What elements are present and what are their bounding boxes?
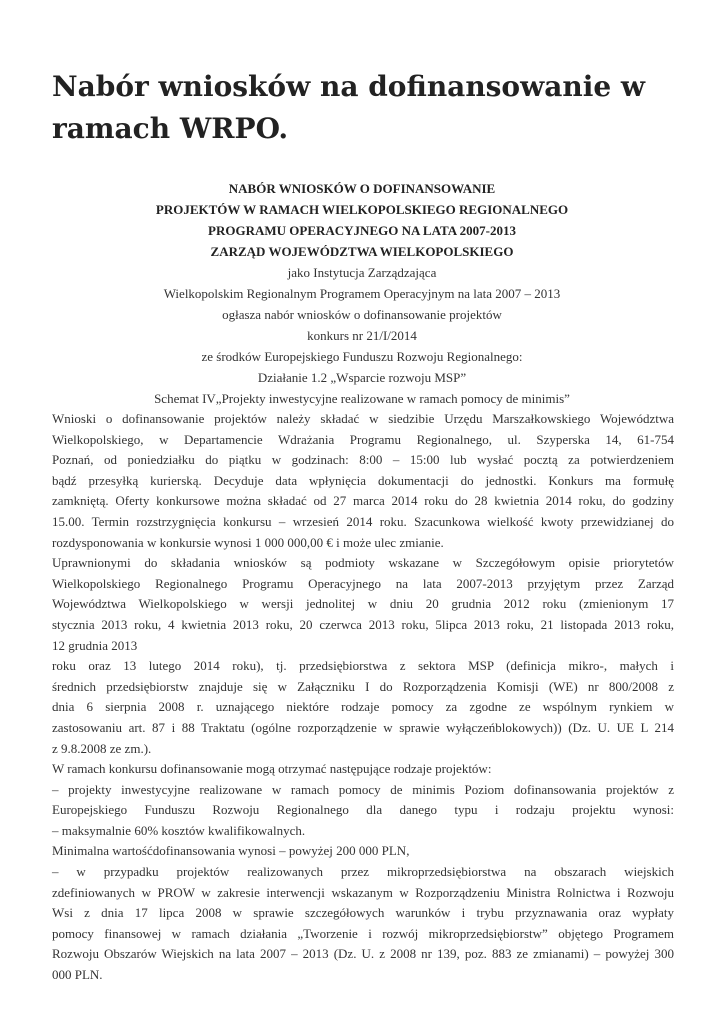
body-line: z 9.8.2008 ze zm.). bbox=[52, 740, 152, 756]
body-line: dnia 6 sierpnia 2008 r. uznającego niektóre rodzaje pomocy za zgodne ze wspólnym rynkiem w bbox=[52, 699, 674, 715]
body-line: – w przypadku projektów realizowanych przez mikroprzedsiębiorstwa na obszarach wiejskich bbox=[52, 864, 674, 880]
page-title-line: Nabór wniosków na dofinansowanie w bbox=[52, 70, 646, 103]
announcement-header bbox=[52, 178, 672, 409]
body-line: 15.00. Termin rozstrzygnięcia konkursu – wrzesień 2014 roku. Szacunkowa wielkość kwoty przewidzianej do bbox=[52, 513, 674, 529]
header-bold-line: ZARZĄD WOJEWÓDZTWA WIELKOPOLSKIEGO bbox=[210, 244, 514, 259]
header-line: Schemat IV„Projekty inwestycyjne realizowane w ramach pomocy de minimis” bbox=[154, 391, 570, 406]
body-line: Europejskiego Funduszu Rozwoju Regionalnego dla danego typu i rodzaju projektu wynosi: bbox=[52, 802, 674, 818]
body-line: W ramach konkursu dofinansowanie mogą otrzymać następujące rodzaje projektów: bbox=[52, 761, 492, 777]
page-title bbox=[52, 66, 652, 150]
body-line: rozdysponowania w konkursie wynosi 1 000 000,00 € i może ulec zmianie. bbox=[52, 534, 444, 550]
body-line: Uprawnionymi do składania wniosków są podmioty wskazane w Szczegółowym opisie priorytetów bbox=[52, 555, 674, 571]
body-line: Województwa Wielkopolskiego w wersji jednolitej w dniu 20 grudnia 2012 roku (zmienionym 17 bbox=[52, 596, 674, 612]
body-line: Wnioski o dofinansowanie projektów należy składać w siedzibie Urzędu Marszałkowskiego Województwa bbox=[52, 411, 674, 426]
header-line: Działanie 1.2 „Wsparcie rozwoju MSP” bbox=[257, 370, 467, 385]
body-line: Wielkopolskiego, w Departamencie Wdrażania Programu Regionalnego, ul. Szyperska 14, 61-754 bbox=[52, 431, 674, 447]
body-line: Wsi z dnia 17 lipca 2008 w sprawie szczegółowych warunków i trybu przyznawania oraz wypłaty bbox=[52, 905, 674, 921]
body-line: zdefiniowanych w PROW w zakresie interwencji wskazanym w Rozporządzeniu Ministra Rolnictwa i Rozwoju bbox=[52, 884, 674, 900]
body-line: średnich przedsiębiorstw znajduje się w Załączniku I do Rozporządzenia Komisji (WE) nr 800/2008 z bbox=[52, 678, 674, 694]
header-line: Wielkopolskim Regionalnym Programem Operacyjnym na lata 2007 – 2013 bbox=[163, 286, 561, 301]
header-line: konkurs nr 21/I/2014 bbox=[307, 328, 417, 343]
body-line: Wielkopolskiego Regionalnego Programu Operacyjnego na lata 2007-2013 przyjętym przez Zarząd bbox=[52, 575, 674, 591]
body-line: bądź przesyłką kurierską. Decyduje data wpłynięcia dokumentacji do jednostki. Konkurs ma formułę bbox=[52, 472, 674, 488]
header-line: jako Instytucja Zarządzająca bbox=[287, 265, 437, 280]
body-line: – maksymalnie 60% kosztów kwalifikowalnych. bbox=[52, 822, 306, 838]
body-line: zamkniętą. Oferty konkursowe można składać od 27 marca 2014 roku do 28 kwietnia 2014 roku, do godziny bbox=[52, 493, 674, 509]
header-bold-line: PROGRAMU OPERACYJNEGO NA LATA 2007-2013 bbox=[208, 223, 516, 238]
body-line: Rozwoju Obszarów Wiejskich na lata 2007 – 2013 (Dz. U. z 2008 nr 139, poz. 883 ze zmianami) – powyżej 300 bbox=[52, 946, 674, 962]
header-line: ze środków Europejskiego Funduszu Rozwoju Regionalnego: bbox=[201, 349, 523, 364]
body-line: stycznia 2013 roku, 4 kwietnia 2013 roku, 20 czerwca 2013 roku, 5lipca 2013 roku, 21 listopada 2013 roku, bbox=[52, 616, 674, 632]
body-line: 12 grudnia 2013 bbox=[52, 637, 138, 653]
body-line: Minimalna wartośćdofinansowania wynosi – powyżej 200 000 PLN, bbox=[52, 843, 410, 859]
header-bold-line: NABÓR WNIOSKÓW O DOFINANSOWANIE bbox=[228, 181, 496, 196]
body-line: roku oraz 13 lutego 2014 roku), tj. przedsiębiorstwa z sektora MSP (definicja mikro-, małych i bbox=[52, 658, 674, 674]
page-title-line: ramach WRPO. bbox=[52, 112, 289, 145]
body-line: 000 PLN. bbox=[52, 967, 103, 983]
body-line: pomocy finansowej w ramach działania „Tworzenie i rozwój mikroprzedsiębiorstw” objętego Programem bbox=[52, 925, 674, 941]
announcement-body bbox=[52, 409, 674, 986]
header-bold-line: PROJEKTÓW W RAMACH WIELKOPOLSKIEGO REGIONALNEGO bbox=[155, 202, 569, 217]
body-line: – projekty inwestycyjne realizowane w ramach pomocy de minimis Poziom dofinansowania projektów z bbox=[52, 781, 674, 797]
body-line: Poznań, od poniedziałku do piątku w godzinach: 8:00 – 15:00 lub wysłać pocztą za potwierdzeniem bbox=[52, 452, 674, 468]
header-line: ogłasza nabór wniosków o dofinansowanie projektów bbox=[222, 307, 502, 322]
body-line: zastosowaniu art. 87 i 88 Traktatu (ogólne rozporządzenie w sprawie wyłączeńblokowych)) (Dz. U. UE L 214 bbox=[52, 719, 674, 735]
